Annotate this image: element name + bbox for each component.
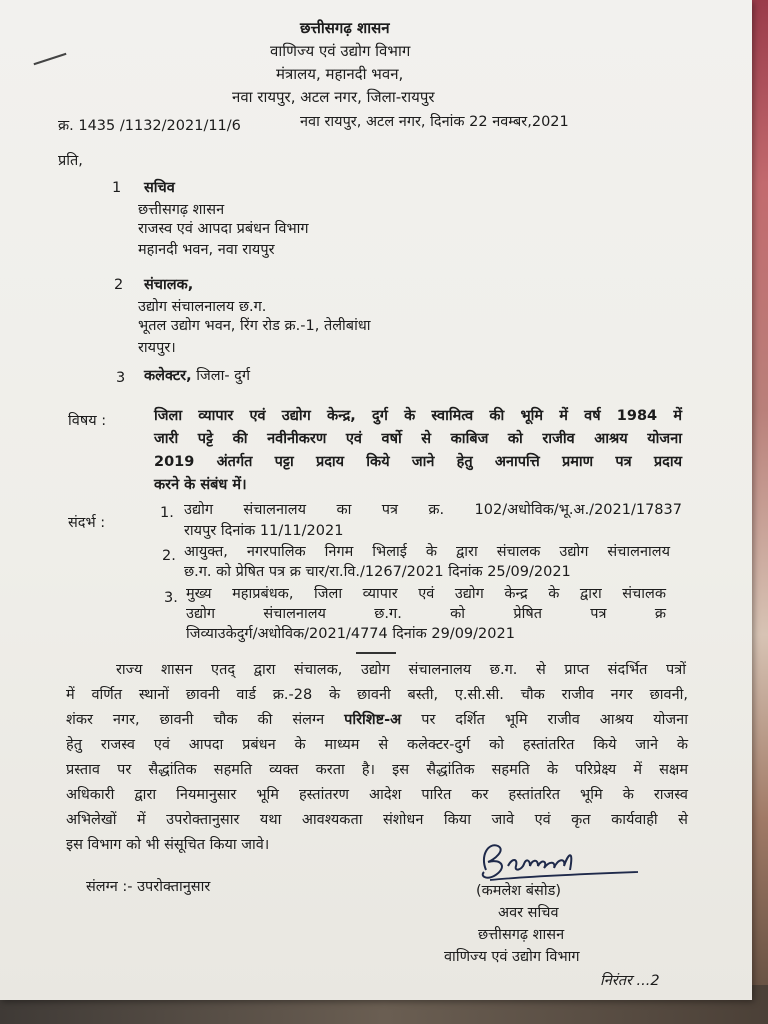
- header-government: छत्तीसगढ़ शासन: [300, 19, 390, 37]
- reference-number: 3.: [164, 590, 178, 606]
- header-address: नवा रायपुर, अटल नगर, जिला-रायपुर: [232, 88, 435, 106]
- recipient-line: राजस्व एवं आपदा प्रबंधन विभाग: [138, 221, 309, 237]
- recipient-line: छत्तीसगढ़ शासन: [138, 202, 225, 218]
- signatory-org: छत्तीसगढ़ शासन: [478, 927, 565, 943]
- references-label: संदर्भ :: [68, 515, 106, 531]
- recipient-title-line: [144, 368, 250, 385]
- body-line: में वर्णित स्थानों छावनी वार्ड क्र.-28 के छावनी बस्ती, ए.सी.सी. चौक राजीव नगर छावनी,: [66, 687, 688, 703]
- pen-mark: [34, 53, 67, 65]
- body-text: शंकर नगर, छावनी चौक की संलग्न: [66, 712, 345, 728]
- reference-line: छ.ग. को प्रेषित पत्र क्र चार/रा.वि./1267/2021 दिनांक 25/09/2021: [184, 564, 571, 580]
- reference-line: आयुक्त, नगरपालिक निगम भिलाई के द्वारा संचालक उद्योग संचालनालय: [184, 544, 670, 560]
- reference-number: 1.: [160, 505, 174, 521]
- body-text: पर दर्शित भूमि राजीव आश्रय योजना: [401, 712, 688, 728]
- body-line: अभिलेखों में उपरोक्तानुसार यथा आवश्यकता संशोधन किया जावे एवं कृत कार्यवाही से: [66, 812, 688, 828]
- subject-label: विषय :: [68, 413, 107, 429]
- subject-line: करने के संबंध में।: [154, 477, 247, 493]
- body-line: अधिकारी द्वारा नियमानुसार भूमि हस्तांतरण आदेश पारित कर हस्तांतरित भूमि के राजस्व: [66, 787, 688, 803]
- recipient-number: 3: [116, 370, 126, 386]
- body-line: हेतु राजस्व एवं आपदा प्रबंधन के माध्यम से कलेक्टर-दुर्ग को हस्तांतरित किये जाने के: [66, 737, 688, 753]
- signatory-designation: अवर सचिव: [498, 905, 559, 921]
- subject-line: 2019 अंतर्गत पट्टा प्रदाय किये जाने हेतु अनापत्ति प्रमाण पत्र प्रदाय: [154, 454, 682, 470]
- header-building: मंत्रालय, महानदी भवन,: [276, 65, 404, 83]
- recipient-district: जिला- दुर्ग: [191, 368, 251, 384]
- body-line: इस विभाग को भी संसूचित किया जावे।: [66, 837, 270, 853]
- separator-rule: [356, 652, 396, 654]
- recipient-title: संचालक,: [144, 277, 194, 293]
- annexure-reference: परिशिष्ट-अ: [344, 712, 402, 728]
- continued-note: निरंतर ...2: [600, 973, 660, 989]
- reference-line: जिव्याउकेदुर्ग/अधोविक/2021/4774 दिनांक 29/09/2021: [186, 626, 515, 642]
- reference-number: 2.: [162, 548, 176, 564]
- reference-line: उद्योग संचालनालय छ.ग. को प्रेषित पत्र क्र: [186, 606, 666, 622]
- recipient-line: महानदी भवन, नवा रायपुर: [138, 242, 275, 258]
- body-line: राज्य शासन एतद् द्वारा संचालक, उद्योग संचालनालय छ.ग. से प्राप्त संदर्भित पत्रों: [116, 662, 686, 678]
- recipient-title: सचिव: [144, 180, 175, 196]
- reference-line: उद्योग संचालनालय का पत्र क्र. 102/अधोविक/भू.अ./2021/17837: [184, 502, 682, 518]
- reference-line: रायपुर दिनांक 11/11/2021: [184, 523, 344, 539]
- recipient-line: उद्योग संचालनालय छ.ग.: [138, 299, 267, 315]
- subject-line: जिला व्यापार एवं उद्योग केन्द्र, दुर्ग के स्वामित्व की भूमि में वर्ष 1984 में: [154, 408, 682, 424]
- signature-image: [472, 836, 642, 888]
- ref-place-date: नवा रायपुर, अटल नगर, दिनांक 22 नवम्बर,2021: [300, 114, 569, 130]
- recipient-line: रायपुर।: [138, 340, 176, 356]
- body-line: [66, 712, 688, 729]
- recipient-number: 1: [112, 180, 122, 196]
- recipient-line: भूतल उद्योग भवन, रिंग रोड क्र.-1, तेलीबांधा: [138, 318, 371, 334]
- recipient-title: कलेक्टर,: [144, 368, 192, 384]
- header-department: वाणिज्य एवं उद्योग विभाग: [270, 42, 411, 60]
- subject-line: जारी पट्टे की नवीनीकरण एवं वर्षो से काबिज को राजीव आश्रय योजना: [154, 431, 682, 447]
- signatory-name: (कमलेश बंसोड): [476, 883, 562, 899]
- recipient-number: 2: [114, 277, 124, 293]
- prati-label: प्रति,: [58, 153, 83, 169]
- reference-line: मुख्य महाप्रबंधक, जिला व्यापार एवं उद्योग केन्द्र के द्वारा संचालक: [186, 586, 666, 602]
- signatory-department: वाणिज्य एवं उद्योग विभाग: [444, 949, 580, 965]
- ref-number: क्र. 1435 /1132/2021/11/6: [58, 118, 241, 134]
- body-line: प्रस्ताव पर सैद्धांतिक सहमति व्यक्त करता है। इस सैद्धांतिक सहमति के परिप्रेक्ष्य में सक्षम: [66, 762, 688, 778]
- enclosure-note: संलग्न :- उपरोक्तानुसार: [86, 879, 211, 895]
